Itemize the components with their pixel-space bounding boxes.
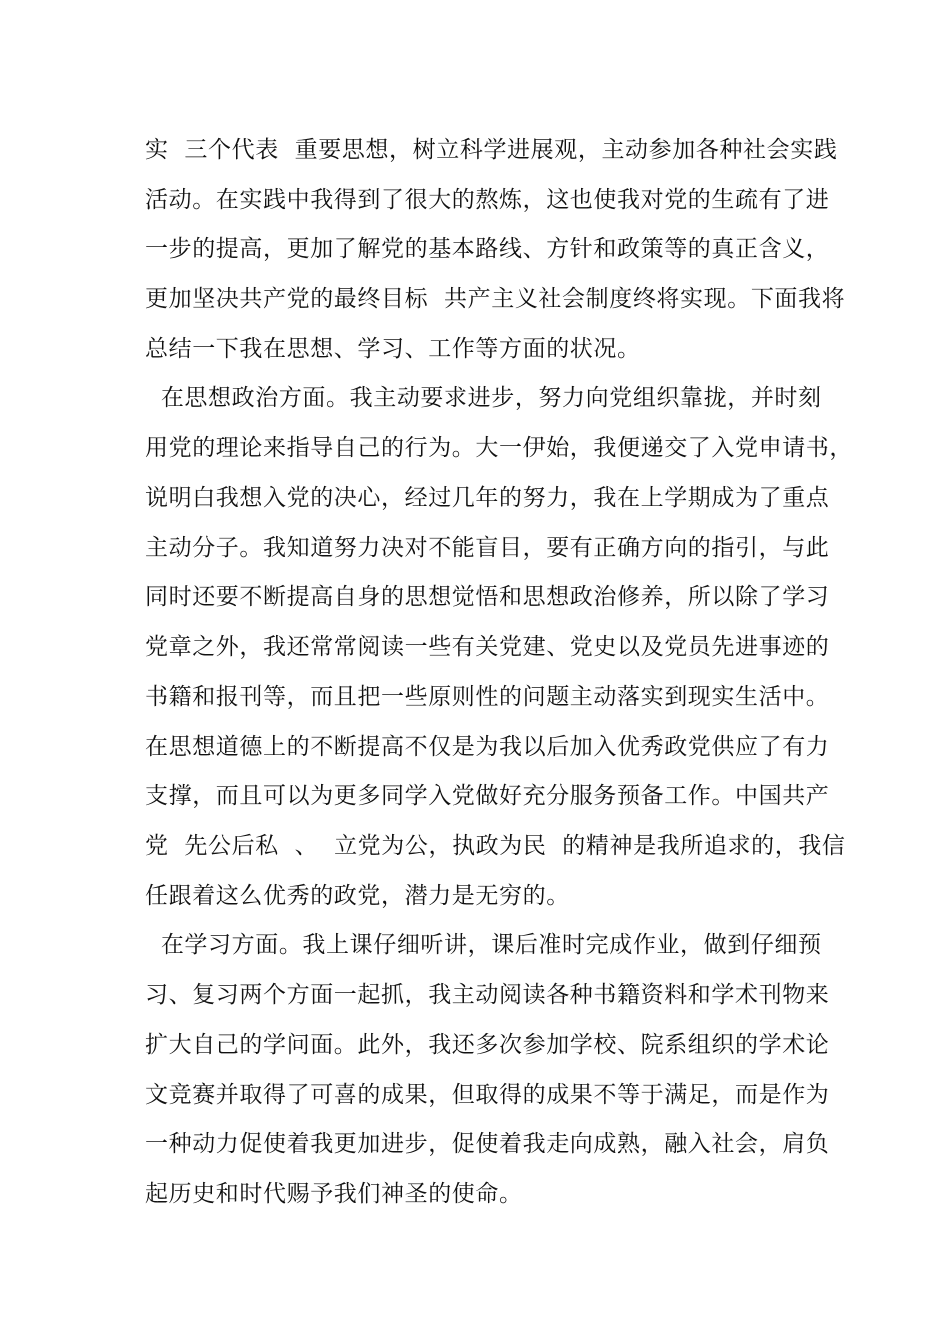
text-line: 更加坚决共产党的最终目标 共产主义社会制度终将实现。下面我将 <box>145 286 846 312</box>
text-line: 活动。在实践中我得到了很大的熬炼，这也使我对党的生疏有了进 <box>145 187 830 213</box>
text-line: 在思想道德上的不断提高不仅是为我以后加入优秀政党供应了有力 <box>145 734 830 760</box>
text-line: 支撑，而且可以为更多同学入党做好充分服务预备工作。中国共产 <box>145 783 830 809</box>
text-line: 党章之外，我还常常阅读一些有关党建、党史以及党员先进事迹的 <box>145 634 830 660</box>
text-line: 总结一下我在思想、学习、工作等方面的状况。 <box>145 336 641 362</box>
paragraph-start-line: 在学习方面。我上课仔细听讲，课后准时完成作业，做到仔细预 <box>145 932 822 958</box>
text-line: 文竞赛并取得了可喜的成果，但取得的成果不等于满足，而是作为 <box>145 1082 830 1108</box>
text-line: 任跟着这么优秀的政党，潜力是无穷的。 <box>145 883 570 909</box>
text-line: 说明白我想入党的决心，经过几年的努力，我在上学期成为了重点 <box>145 485 830 511</box>
text-line: 起历史和时代赐予我们神圣的使命。 <box>145 1181 523 1207</box>
text-line: 一种动力促使着我更加进步，促使着我走向成熟，融入社会，肩负 <box>145 1131 830 1157</box>
text-line: 同时还要不断提高自身的思想觉悟和思想政治修养，所以除了学习 <box>145 584 830 610</box>
text-line: 党 先公后私 、 立党为公，执政为民 的精神是我所追求的，我信 <box>145 833 846 859</box>
text-line: 书籍和报刊等，而且把一些原则性的问题主动落实到现实生活中。 <box>145 684 830 710</box>
text-line: 一步的提高，更加了解党的基本路线、方针和政策等的真正含义， <box>145 236 830 262</box>
text-line: 用党的理论来指导自己的行为。大一伊始，我便递交了入党申请书， <box>145 435 853 461</box>
text-line: 扩大自己的学问面。此外，我还多次参加学校、院系组织的学术论 <box>145 1032 830 1058</box>
paragraph-start-line: 在思想政治方面。我主动要求进步，努力向党组织靠拢，并时刻 <box>145 385 822 411</box>
text-line: 主动分子。我知道努力决对不能盲目，要有正确方向的指引，与此 <box>145 535 830 561</box>
text-line: 实 三个代表 重要思想，树立科学进展观，主动参加各种社会实践 <box>145 137 838 163</box>
text-line: 习、复习两个方面一起抓，我主动阅读各种书籍资料和学术刊物来 <box>145 982 830 1008</box>
